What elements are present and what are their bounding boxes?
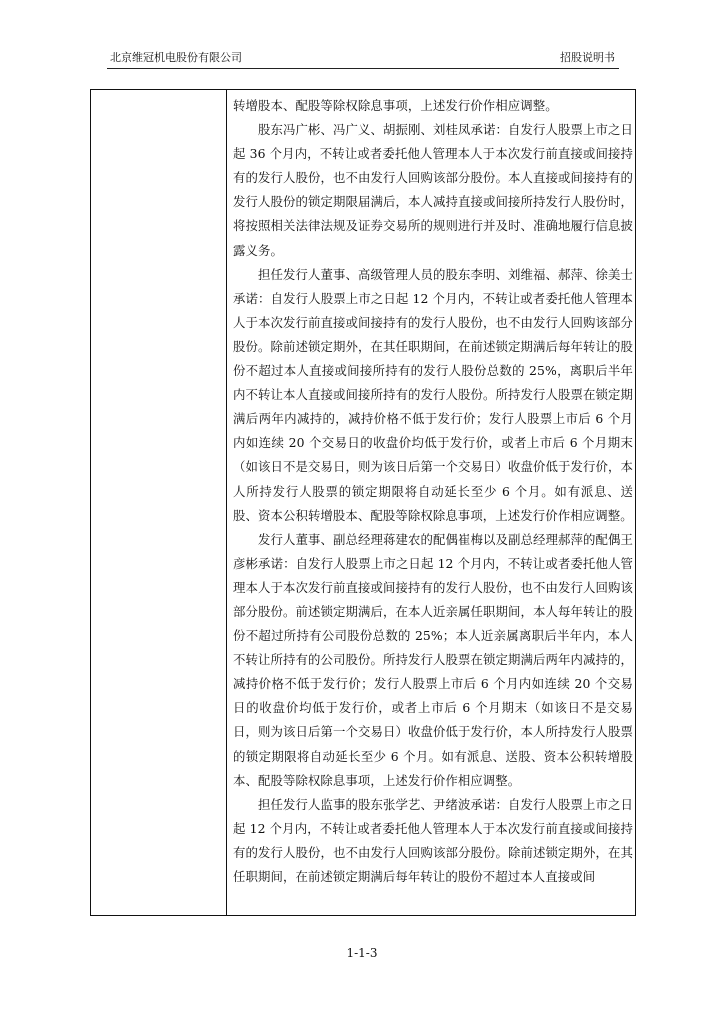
commitment-table xyxy=(90,89,636,916)
company-name: 北京维冠机电股份有限公司 xyxy=(110,51,242,64)
document-type: 招股说明书 xyxy=(560,51,615,64)
paragraph-4: 发行人董事、副总经理蒋建农的配偶崔梅以及副总经理郝萍的配偶王彦彬承诺：自发行人股票上市之日起 12 个月内，不转让或者委托他人管理本人于本次发行前直接或间接持有的发行人股份，也不由发行人回购该部分股份。前述锁定期满后，在本人近亲属任职期间，本人每年转让的股份不超过所持有公司股份总数的 25%；本人近亲属离职后半年内，本人不转让所持有的公司股份。所持发行人股票在锁定期满后两年内减持的，减持价格不低于发行价；发行人股票上市后 6 个月内如连续 20 个交易日的收盘价均低于发行价，或者上市后 6 个月期末（如该日不是交易日，则为该日后第一个交易日）收盘价低于发行价，本人所持发行人股票的锁定期限将自动延长至少 6 个月。如有派息、送股、资本公积转增股本、配股等除权除息事项，上述发行价作相应调整。 xyxy=(233,531,633,788)
page-number: 1-1-3 xyxy=(346,946,378,960)
page-header xyxy=(107,50,619,69)
table-content-cell xyxy=(228,90,637,915)
paragraph-2: 股东冯广彬、冯广义、胡振刚、刘桂凤承诺：自发行人股票上市之日起 36 个月内，不转让或者委托他人管理本人于本次发行前直接或间接持有的发行人股份，也不由发行人回购该部分股份。本人直接或间接持有的发行人股份的锁定期限届满后，本人减持直接或间接所持发行人股份时，将按照相关法律法规及证券交易所的规则进行并及时、准确地履行信息披露义务。 xyxy=(233,122,633,258)
paragraph-3: 担任发行人董事、高级管理人员的股东李明、刘维福、郝萍、徐美士承诺：自发行人股票上市之日起 12 个月内，不转让或者委托他人管理本人于本次发行前直接或间接持有的发行人股份，也不由发行人回购该部分股份。除前述锁定期外，在其任职期间，在前述锁定期满后每年转让的股份不超过本人直接或间接所持有的发行人股份总数的 25%，离职后半年内不转让本人直接或间接所持有的发行人股份。所持发行人股票在锁定期满后两年内减持的，减持价格不低于发行价；发行人股票上市后 6 个月内如连续 20 个交易日的收盘价均低于发行价，或者上市后 6 个月期末（如该日不是交易日，则为该日后第一个交易日）收盘价低于发行价，本人所持发行人股票的锁定期限将自动延长至少 6 个月。如有派息、送股、资本公积转增股本、配股等除权除息事项，上述发行价作相应调整。 xyxy=(233,266,633,523)
paragraph-5: 担任发行人监事的股东张学艺、尹绪波承诺：自发行人股票上市之日起 12 个月内，不转让或者委托他人管理本人于本次发行前直接或间接持有的发行人股份，也不由发行人回购该部分股份。除前述锁定期外，在其任职期间，在前述锁定期满后每年转让的股份不超过本人直接或间 xyxy=(233,796,633,884)
table-label-cell xyxy=(91,90,227,915)
paragraph-1: 转增股本、配股等除权除息事项，上述发行价作相应调整。 xyxy=(233,98,558,113)
